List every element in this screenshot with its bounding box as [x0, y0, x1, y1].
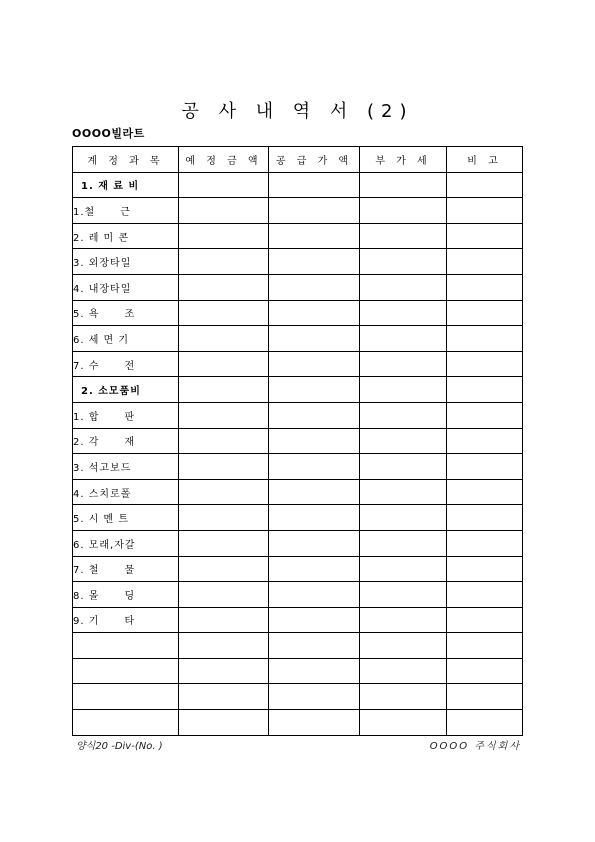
table-row: [73, 582, 523, 608]
vat-cell[interactable]: [360, 172, 447, 198]
item-label: 4. 내장타일: [73, 274, 179, 300]
item-label: 3. 석고보드: [73, 454, 179, 480]
item-label: 3. 외장타일: [73, 249, 179, 275]
item-label: [73, 710, 179, 736]
item-label: 1.철 근: [73, 198, 179, 224]
footer-company: OOOO 주식회사: [429, 741, 521, 752]
header-account-item: 계 정 과 목: [73, 147, 179, 173]
table-row: [73, 607, 523, 633]
item-label: 8. 몰 딩: [73, 582, 179, 608]
remarks-cell[interactable]: [447, 377, 523, 403]
item-label: 6. 세 면 기: [73, 326, 179, 352]
table-row: [73, 530, 523, 556]
planned-amount-cell[interactable]: [179, 454, 269, 480]
remarks-cell[interactable]: [447, 658, 523, 684]
planned-amount-cell[interactable]: [179, 223, 269, 249]
supply-value-cell[interactable]: [269, 274, 360, 300]
table-row: [73, 479, 523, 505]
supply-value-cell[interactable]: [269, 582, 360, 608]
remarks-cell[interactable]: [447, 454, 523, 480]
item-label: [73, 658, 179, 684]
remarks-cell[interactable]: [447, 428, 523, 454]
supply-value-cell[interactable]: [269, 377, 360, 403]
item-label: 2. 레 미 콘: [73, 223, 179, 249]
supply-value-cell[interactable]: [269, 198, 360, 224]
table-row: [73, 249, 523, 275]
vat-cell[interactable]: [360, 377, 447, 403]
table-row: [73, 326, 523, 352]
remarks-cell[interactable]: [447, 172, 523, 198]
planned-amount-cell[interactable]: [179, 633, 269, 659]
supply-value-cell[interactable]: [269, 607, 360, 633]
planned-amount-cell[interactable]: [179, 556, 269, 582]
table-row: [73, 223, 523, 249]
vat-cell[interactable]: [360, 454, 447, 480]
planned-amount-cell[interactable]: [179, 428, 269, 454]
planned-amount-cell[interactable]: [179, 582, 269, 608]
planned-amount-cell[interactable]: [179, 505, 269, 531]
planned-amount-cell[interactable]: [179, 684, 269, 710]
vat-cell[interactable]: [360, 556, 447, 582]
vat-cell[interactable]: [360, 658, 447, 684]
remarks-cell[interactable]: [447, 249, 523, 275]
remarks-cell[interactable]: [447, 300, 523, 326]
item-label: [73, 684, 179, 710]
table-row: [73, 428, 523, 454]
table-row: [73, 658, 523, 684]
vat-cell[interactable]: [360, 684, 447, 710]
table-row: [73, 300, 523, 326]
item-label: [73, 633, 179, 659]
vat-cell[interactable]: [360, 300, 447, 326]
remarks-cell[interactable]: [447, 351, 523, 377]
vat-cell[interactable]: [360, 249, 447, 275]
remarks-cell[interactable]: [447, 223, 523, 249]
vat-cell[interactable]: [360, 710, 447, 736]
supply-value-cell[interactable]: [269, 454, 360, 480]
vat-cell[interactable]: [360, 198, 447, 224]
category-label: 1. 재 료 비: [73, 172, 179, 198]
vat-cell[interactable]: [360, 633, 447, 659]
item-label: 4. 스치로폴: [73, 479, 179, 505]
supply-value-cell[interactable]: [269, 658, 360, 684]
vat-cell[interactable]: [360, 326, 447, 352]
form-number: 양식20 -Div-(No. ): [76, 741, 163, 752]
planned-amount-cell[interactable]: [179, 710, 269, 736]
remarks-cell[interactable]: [447, 556, 523, 582]
remarks-cell[interactable]: [447, 710, 523, 736]
table-row: [73, 274, 523, 300]
vat-cell[interactable]: [360, 274, 447, 300]
supply-value-cell[interactable]: [269, 428, 360, 454]
supply-value-cell[interactable]: [269, 479, 360, 505]
supply-value-cell[interactable]: [269, 300, 360, 326]
table-row: [73, 505, 523, 531]
supply-value-cell[interactable]: [269, 326, 360, 352]
header-remarks: 비 고: [447, 147, 523, 173]
remarks-cell[interactable]: [447, 530, 523, 556]
item-label: 5. 욕 조: [73, 300, 179, 326]
planned-amount-cell[interactable]: [179, 402, 269, 428]
item-label: 9. 기 타: [73, 607, 179, 633]
table-row: [73, 710, 523, 736]
remarks-cell[interactable]: [447, 479, 523, 505]
remarks-cell[interactable]: [447, 505, 523, 531]
vat-cell[interactable]: [360, 530, 447, 556]
supply-value-cell[interactable]: [269, 684, 360, 710]
table-row: [73, 172, 523, 198]
supply-value-cell[interactable]: [269, 633, 360, 659]
item-label: 7. 철 물: [73, 556, 179, 582]
planned-amount-cell[interactable]: [179, 479, 269, 505]
vat-cell[interactable]: [360, 479, 447, 505]
vat-cell[interactable]: [360, 351, 447, 377]
planned-amount-cell[interactable]: [179, 300, 269, 326]
table-header-row: [73, 147, 523, 173]
table-row: [73, 633, 523, 659]
item-label: 5. 시 멘 트: [73, 505, 179, 531]
vat-cell[interactable]: [360, 582, 447, 608]
remarks-cell[interactable]: [447, 582, 523, 608]
remarks-cell[interactable]: [447, 198, 523, 224]
table-row: [73, 351, 523, 377]
item-label: 6. 모래,자갈: [73, 530, 179, 556]
supply-value-cell[interactable]: [269, 223, 360, 249]
table-body: [73, 172, 523, 735]
vat-cell[interactable]: [360, 223, 447, 249]
supply-value-cell[interactable]: [269, 172, 360, 198]
remarks-cell[interactable]: [447, 274, 523, 300]
remarks-cell[interactable]: [447, 607, 523, 633]
supply-value-cell[interactable]: [269, 402, 360, 428]
table-row: [73, 684, 523, 710]
remarks-cell[interactable]: [447, 402, 523, 428]
supply-value-cell[interactable]: [269, 556, 360, 582]
remarks-cell[interactable]: [447, 326, 523, 352]
item-label: 7. 수 전: [73, 351, 179, 377]
supply-value-cell[interactable]: [269, 249, 360, 275]
planned-amount-cell[interactable]: [179, 607, 269, 633]
construction-details-table: [72, 146, 523, 736]
planned-amount-cell[interactable]: [179, 351, 269, 377]
company-name: OOOO빌라트: [72, 127, 145, 140]
header-supply-value: 공 급 가 액: [269, 147, 360, 173]
planned-amount-cell[interactable]: [179, 274, 269, 300]
item-label: 2. 각 재: [73, 428, 179, 454]
document-title: 공 사 내 역 서 (2): [181, 101, 414, 122]
planned-amount-cell[interactable]: [179, 658, 269, 684]
planned-amount-cell[interactable]: [179, 326, 269, 352]
vat-cell[interactable]: [360, 607, 447, 633]
header-planned-amount: 예 정 금 액: [179, 147, 269, 173]
remarks-cell[interactable]: [447, 633, 523, 659]
vat-cell[interactable]: [360, 428, 447, 454]
table-row: [73, 402, 523, 428]
category-label: 2. 소모품비: [73, 377, 179, 403]
vat-cell[interactable]: [360, 505, 447, 531]
item-label: 1. 합 판: [73, 402, 179, 428]
planned-amount-cell[interactable]: [179, 198, 269, 224]
header-vat: 부 가 세: [360, 147, 447, 173]
table-row: [73, 454, 523, 480]
vat-cell[interactable]: [360, 402, 447, 428]
planned-amount-cell[interactable]: [179, 249, 269, 275]
planned-amount-cell[interactable]: [179, 530, 269, 556]
supply-value-cell[interactable]: [269, 530, 360, 556]
table-row: [73, 377, 523, 403]
supply-value-cell[interactable]: [269, 710, 360, 736]
planned-amount-cell[interactable]: [179, 172, 269, 198]
supply-value-cell[interactable]: [269, 351, 360, 377]
planned-amount-cell[interactable]: [179, 377, 269, 403]
remarks-cell[interactable]: [447, 684, 523, 710]
supply-value-cell[interactable]: [269, 505, 360, 531]
table-row: [73, 556, 523, 582]
table-row: [73, 198, 523, 224]
